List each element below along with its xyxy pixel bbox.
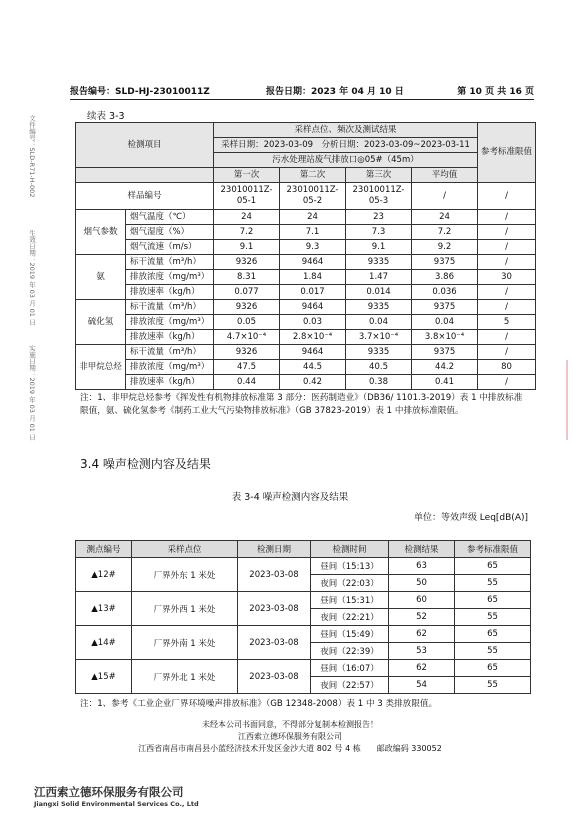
cell-result: 62 <box>389 660 455 677</box>
header-sampling-point-frequency: 采样点位、频次及测试结果 <box>214 123 478 138</box>
row-point: 厂界外东 1 米处 <box>132 558 238 592</box>
table-row <box>76 375 536 390</box>
data-cell: 2.8×10⁻⁴ <box>280 330 346 345</box>
data-cell: 0.077 <box>214 285 280 300</box>
row-id: ▲15# <box>76 660 132 694</box>
data-cell: 9326 <box>214 255 280 270</box>
table-row <box>76 360 536 375</box>
page-number: 第 10 页 共 16 页 <box>457 87 534 97</box>
data-cell: 0.036 <box>412 285 478 300</box>
data-cell: 0.04 <box>346 315 412 330</box>
header-test-result: 检测结果 <box>389 541 455 558</box>
data-cell: / <box>478 255 536 270</box>
data-cell: 9.1 <box>346 240 412 255</box>
table-row <box>76 345 536 360</box>
row-label: 标干流量（m³/h） <box>126 345 214 360</box>
data-cell: 0.44 <box>214 375 280 390</box>
table-row <box>76 270 536 285</box>
table-row <box>76 300 536 315</box>
data-cell: 9326 <box>214 345 280 360</box>
data-cell: 9375 <box>412 345 478 360</box>
row-date: 2023-03-08 <box>238 660 311 694</box>
sample-id: 23010011Z-05-2 <box>280 183 346 210</box>
cell-limit: 65 <box>455 626 531 643</box>
header-rule <box>70 99 534 100</box>
table-3-3-note: 注：1、非甲烷总烃参考《挥发性有机物排放标准第 3 部分：医药制造业》（DB36/ 1101.3-2019）表 1 中排放标准限值，氨、硫化氢参考《制药工业大气污染物排放标准》（GB 37823-2019）表 1 中排放标准限值。 <box>80 393 523 416</box>
table-row <box>76 255 536 270</box>
table-row <box>76 660 531 677</box>
data-cell: / <box>478 300 536 315</box>
data-cell: 40.5 <box>346 360 412 375</box>
data-cell: 5 <box>478 315 536 330</box>
side-strip <box>24 115 48 460</box>
cell-time: 昼间（15:49） <box>311 626 389 643</box>
company-name-english: Jiangxi Solid Environmental Services Co., Ltd <box>34 800 199 808</box>
row-label: 标干流量（m³/h） <box>126 300 214 315</box>
row-id: ▲14# <box>76 626 132 660</box>
data-cell: 23 <box>346 210 412 225</box>
row-label: 排放浓度（mg/m³） <box>126 360 214 375</box>
cell-result: 52 <box>389 609 455 626</box>
header-sampling-point: 采样点位 <box>132 541 238 558</box>
row-label: 排放速率（kg/h） <box>126 330 214 345</box>
table-3-3-caption: 续表 3-3 <box>87 111 125 122</box>
sample-id: 23010011Z-05-3 <box>346 183 412 210</box>
data-cell: 9326 <box>214 300 280 315</box>
header-test-item: 检测项目 <box>76 123 214 168</box>
sample-id: 23010011Z-05-1 <box>214 183 280 210</box>
cell-time: 昼间（16:07） <box>311 660 389 677</box>
cell-result: 53 <box>389 643 455 660</box>
data-cell: 30 <box>478 270 536 285</box>
side-effective-date: 生效日期：2019 年 03 月 01 日 <box>28 230 36 326</box>
data-cell: 9464 <box>280 345 346 360</box>
cell-time: 夜间（22:03） <box>311 575 389 592</box>
data-cell: 7.3 <box>346 225 412 240</box>
cell-result: 62 <box>389 626 455 643</box>
table-3-3 <box>75 122 536 390</box>
header-reference-limit: 参考标准限值 <box>478 123 536 183</box>
data-cell: 3.86 <box>412 270 478 285</box>
cell-limit: 55 <box>455 677 531 694</box>
cell-result: 54 <box>389 677 455 694</box>
header-col: 平均值 <box>412 168 478 183</box>
report-number: 报告编号：SLD-HJ-23010011Z <box>70 87 210 97</box>
header-col: 第三次 <box>346 168 412 183</box>
header-reference-limit: 参考标准限值 <box>455 541 531 558</box>
cell-limit: 65 <box>455 592 531 609</box>
data-cell: 1.84 <box>280 270 346 285</box>
header-point: 污水处理站废气排放口◎05#（45m） <box>214 153 478 168</box>
data-cell: 3.7×10⁻⁴ <box>346 330 412 345</box>
cell-limit: 55 <box>455 575 531 592</box>
header-test-date: 检测日期 <box>238 541 311 558</box>
cell-result: 60 <box>389 592 455 609</box>
cell-limit: 65 <box>455 558 531 575</box>
row-label: 烟气流速（m/s） <box>126 240 214 255</box>
data-cell: / <box>478 210 536 225</box>
seal-mark <box>566 360 580 440</box>
company-name-chinese: 江西索立德环保服务有限公司 <box>34 785 184 799</box>
data-cell: 7.1 <box>280 225 346 240</box>
header-blank <box>76 168 214 183</box>
report-date: 报告日期：2023 年 04 月 10 日 <box>266 87 404 97</box>
data-cell: 24 <box>214 210 280 225</box>
sample-id-label: 样品编号 <box>76 183 214 210</box>
table-row <box>76 330 536 345</box>
data-cell: 80 <box>478 360 536 375</box>
parameter-group: 烟气参数 <box>76 210 126 255</box>
footer-address: 江西省南昌市南昌县小蓝经济技术开发区金沙大道 802 号 4 栋 邮政编码 330052 <box>138 744 442 753</box>
row-id: ▲12# <box>76 558 132 592</box>
table-row <box>76 225 536 240</box>
data-cell: 9375 <box>412 300 478 315</box>
header-dates: 采样日期：2023-03-09 分析日期：2023-03-09~2023-03-11 <box>214 138 478 153</box>
row-point: 厂界外北 1 米处 <box>132 660 238 694</box>
row-label: 标干流量（m³/h） <box>126 255 214 270</box>
data-cell: 3.8×10⁻⁴ <box>412 330 478 345</box>
data-cell: 9464 <box>280 300 346 315</box>
row-label: 排放速率（kg/h） <box>126 285 214 300</box>
data-cell: 44.5 <box>280 360 346 375</box>
data-cell: 0.05 <box>214 315 280 330</box>
parameter-group: 氨 <box>76 255 126 300</box>
table-row <box>76 592 531 609</box>
cell-time: 夜间（22:21） <box>311 609 389 626</box>
data-cell: 24 <box>280 210 346 225</box>
table-3-4-note: 注：1、参考《工业企业厂界环境噪声排放标准》（GB 12348-2008）表 1 中 3 类排放限值。 <box>80 699 438 709</box>
footer-company: 江西索立德环保服务有限公司 <box>238 732 342 741</box>
cell-limit: 65 <box>455 660 531 677</box>
data-cell: 4.7×10⁻⁴ <box>214 330 280 345</box>
data-cell: 9.1 <box>214 240 280 255</box>
data-cell: 0.42 <box>280 375 346 390</box>
table-row <box>76 626 531 643</box>
data-cell: 9335 <box>346 300 412 315</box>
row-point: 厂界外南 1 米处 <box>132 626 238 660</box>
data-cell: 9464 <box>280 255 346 270</box>
page-header <box>0 84 580 98</box>
header-col: 第一次 <box>214 168 280 183</box>
sample-id: / <box>478 183 536 210</box>
table-3-4 <box>75 540 531 694</box>
data-cell: 24 <box>412 210 478 225</box>
footer-copy-notice: 未经本公司书面同意，不得部分复制本检测报告！ <box>202 720 378 729</box>
table-3-4-caption: 表 3-4 噪声检测内容及结果 <box>231 492 349 503</box>
side-doc-number: 文件编号：SLD-R71-H-002 <box>28 115 36 198</box>
data-cell: 7.2 <box>214 225 280 240</box>
row-date: 2023-03-08 <box>238 592 311 626</box>
parameter-group: 非甲烷总烃 <box>76 345 126 390</box>
row-label: 烟气湿度（%） <box>126 225 214 240</box>
table-row <box>76 315 536 330</box>
data-cell: 8.31 <box>214 270 280 285</box>
data-cell: / <box>478 330 536 345</box>
cell-time: 昼间（15:13） <box>311 558 389 575</box>
data-cell: 9.2 <box>412 240 478 255</box>
data-cell: 0.04 <box>412 315 478 330</box>
cell-time: 昼间（15:31） <box>311 592 389 609</box>
header-point-id: 测点编号 <box>76 541 132 558</box>
row-label: 排放浓度（mg/m³） <box>126 270 214 285</box>
data-cell: 0.014 <box>346 285 412 300</box>
row-label: 排放浓度（mg/m³） <box>126 315 214 330</box>
table-row <box>76 285 536 300</box>
header-test-time: 检测时间 <box>311 541 389 558</box>
data-cell: 9375 <box>412 255 478 270</box>
data-cell: 0.38 <box>346 375 412 390</box>
data-cell: 0.017 <box>280 285 346 300</box>
data-cell: 9.3 <box>280 240 346 255</box>
table-row <box>76 240 536 255</box>
table-row <box>76 210 536 225</box>
data-cell: 0.03 <box>280 315 346 330</box>
data-cell: / <box>478 375 536 390</box>
cell-limit: 55 <box>455 609 531 626</box>
data-cell: 9335 <box>346 255 412 270</box>
cell-limit: 55 <box>455 643 531 660</box>
cell-time: 夜间（22:39） <box>311 643 389 660</box>
parameter-group: 硫化氢 <box>76 300 126 345</box>
row-date: 2023-03-08 <box>238 626 311 660</box>
data-cell: 7.2 <box>412 225 478 240</box>
cell-result: 63 <box>389 558 455 575</box>
row-point: 厂界外西 1 米处 <box>132 592 238 626</box>
header-col: 第二次 <box>280 168 346 183</box>
row-label: 排放速率（kg/h） <box>126 375 214 390</box>
data-cell: / <box>478 345 536 360</box>
data-cell: / <box>478 225 536 240</box>
data-cell: / <box>478 285 536 300</box>
table-3-4-unit: 单位：等效声级 Leq[dB(A)] <box>413 513 528 523</box>
data-cell: 44.2 <box>412 360 478 375</box>
data-cell: 0.41 <box>412 375 478 390</box>
data-cell: 47.5 <box>214 360 280 375</box>
section-3-4-title: 3.4 噪声检测内容及结果 <box>80 457 211 471</box>
side-implementation-date: 实施日期：2019 年 03 月 01 日 <box>28 345 36 441</box>
sample-id: / <box>412 183 478 210</box>
data-cell: 9335 <box>346 345 412 360</box>
row-id: ▲13# <box>76 592 132 626</box>
cell-result: 50 <box>389 575 455 592</box>
row-label: 烟气温度（℃） <box>126 210 214 225</box>
data-cell: / <box>478 240 536 255</box>
data-cell: 1.47 <box>346 270 412 285</box>
row-date: 2023-03-08 <box>238 558 311 592</box>
cell-time: 夜间（22:57） <box>311 677 389 694</box>
table-row <box>76 558 531 575</box>
